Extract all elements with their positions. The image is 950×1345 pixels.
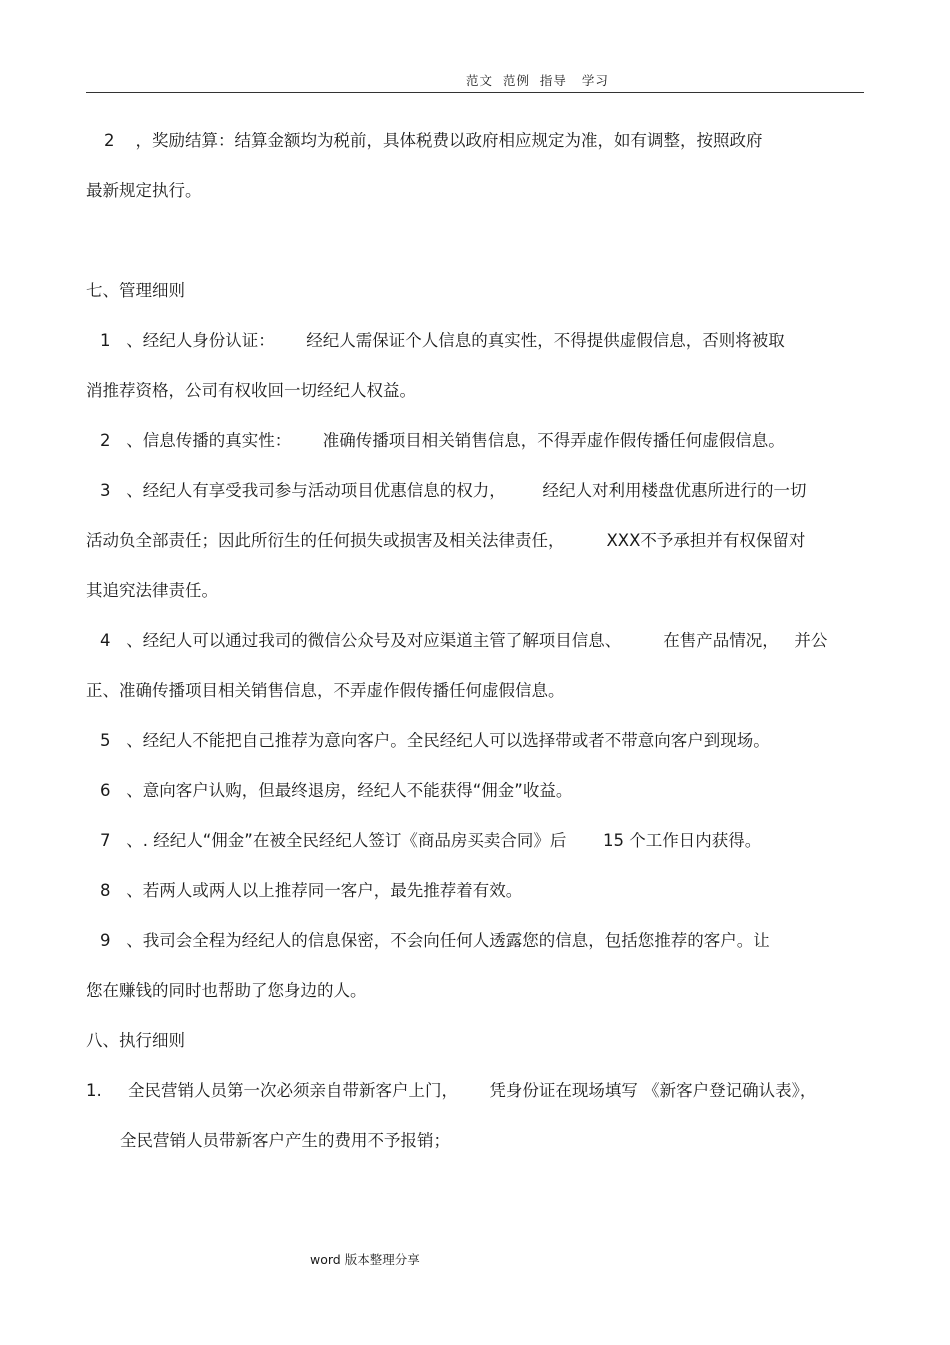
paragraph-line: 消推荐资格，公司有权收回一切经纪人权益。 (86, 381, 416, 400)
page-footer: word 版本整理分享 (310, 1252, 420, 1267)
paragraph-line: 其追究法律责任。 (86, 581, 218, 600)
paragraph-line: 4 、经纪人可以通过我司的微信公众号及对应渠道主管了解项目信息、 在售产品情况， 并公 (100, 631, 828, 650)
paragraph-line: 7 、. 经纪人“佣金”在被全民经纪人签订《商品房买卖合同》后 15 个工作日内获得。 (100, 831, 762, 850)
paragraph-line: 正、准确传播项目相关销售信息，不弄虚作假传播任何虚假信息。 (86, 681, 565, 700)
paragraph-line: 9 、我司会全程为经纪人的信息保密，不会向任何人透露您的信息，包括您推荐的客户。让 (100, 931, 770, 950)
paragraph-line: 最新规定执行。 (86, 181, 202, 200)
paragraph-line: 3 、经纪人有享受我司参与活动项目优惠信息的权力， 经纪人对利用楼盘优惠所进行的一切 (100, 481, 807, 500)
paragraph-line: 2 、信息传播的真实性： 准确传播项目相关销售信息，不得弄虚作假传播任何虚假信息。 (100, 431, 785, 450)
page-header (86, 70, 864, 93)
paragraph-line: 8 、若两人或两人以上推荐同一客户，最先推荐着有效。 (100, 881, 523, 900)
paragraph-line: 2 ，奖励结算：结算金额均为税前，具体税费以政府相应规定为准，如有调整，按照政府 (104, 131, 763, 150)
paragraph-line: 1 、经纪人身份认证： 经纪人需保证个人信息的真实性，不得提供虚假信息，否则将被取 (100, 331, 785, 350)
paragraph-line: 全民营销人员带新客户产生的费用不予报销； (120, 1131, 450, 1150)
paragraph-line: 5 、经纪人不能把自己推荐为意向客户。全民经纪人可以选择带或者不带意向客户到现场。 (100, 731, 770, 750)
section-heading: 八、执行细则 (86, 1031, 185, 1050)
paragraph-line: 6 、意向客户认购，但最终退房，经纪人不能获得“佣金”收益。 (100, 781, 573, 800)
header-text: 范文 范例 指导 学习 (466, 73, 609, 88)
paragraph-line: 您在赚钱的同时也帮助了您身边的人。 (86, 981, 367, 1000)
paragraph-line: 活动负全部责任；因此所衍生的任何损失或损害及相关法律责任， XXX不予承担并有权保留对 (86, 531, 806, 550)
section-heading: 七、管理细则 (86, 281, 185, 300)
paragraph-line: 1. 全民营销人员第一次必须亲自带新客户上门， 凭身份证在现场填写 《新客户登记确认表》， (86, 1081, 817, 1100)
